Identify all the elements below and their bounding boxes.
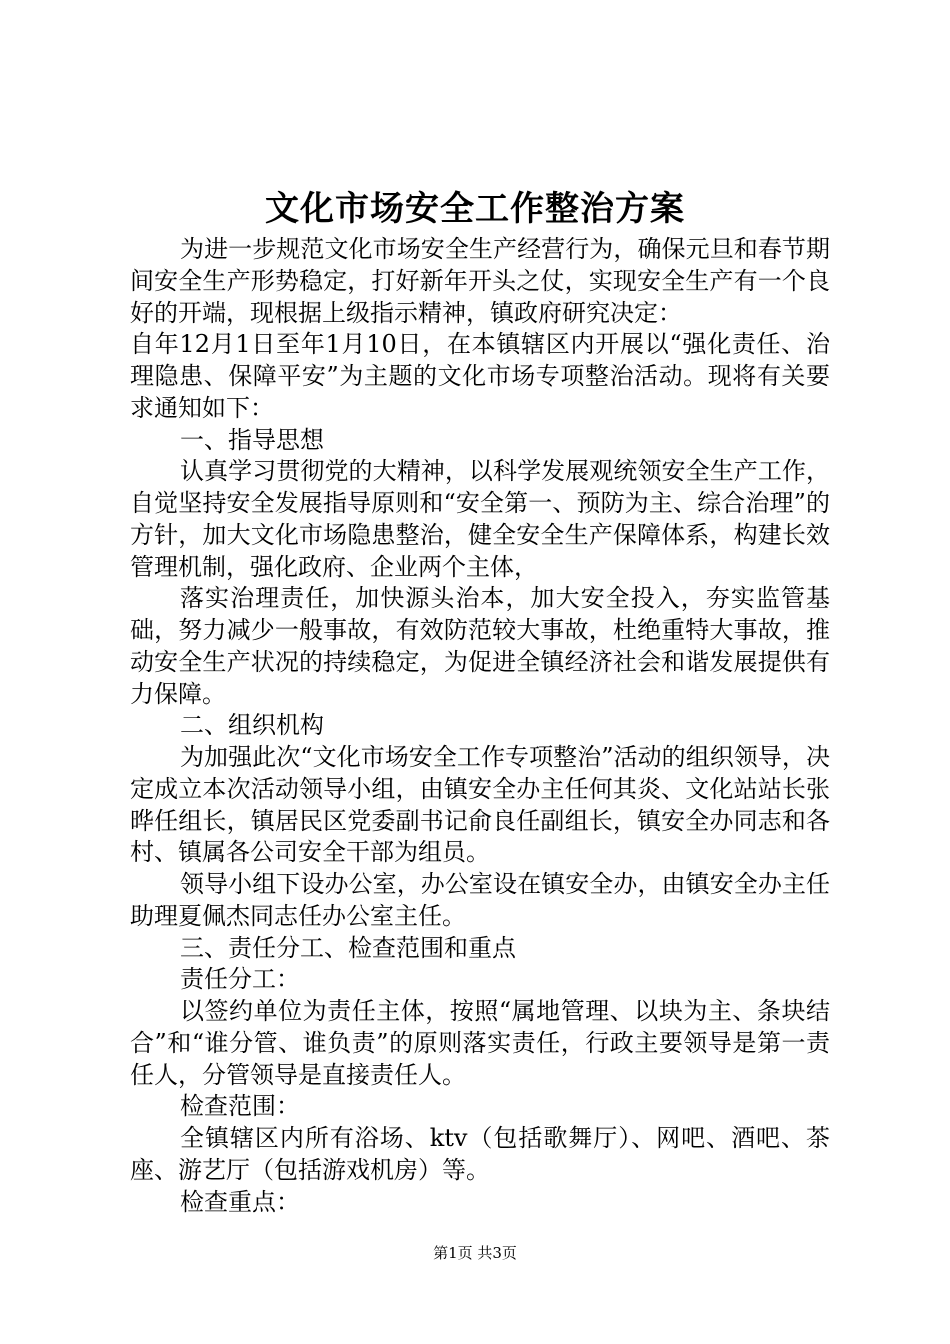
paragraph: 认真学习贯彻党的大精神，以科学发展观统领安全生产工作，自觉坚持安全发展指导原则和“安全第一、预防为主、综合治理”的方针，加大文化市场隐患整治，健全安全生产保障体系，构建长效管理机制，强化政府、企业两个主体， [130,457,830,581]
subheading: 检查重点： [180,1187,300,1216]
document-title: 文化市场安全工作整治方案 [265,189,685,229]
section-heading: 一、指导思想 [180,425,324,454]
document-body [130,234,830,1218]
subheading: 责任分工： [180,965,300,994]
paragraph: 以签约单位为责任主体，按照“属地管理、以块为主、条块结合”和“谁分管、谁负责”的原则落实责任，行政主要领导是第一责任人，分管领导是直接责任人。 [130,997,830,1089]
paragraph: 落实治理责任，加快源头治本，加大安全投入，夯实监管基础，努力减少一般事故，有效防范较大事故，杜绝重特大事故，推动安全生产状况的持续稳定，为促进全镇经济社会和谐发展提供有力保障。 [130,584,830,708]
subheading: 检查范围： [180,1092,300,1121]
paragraph: 为进一步规范文化市场安全生产经营行为，确保元旦和春节期间安全生产形势稳定，打好新年开头之仗，实现安全生产有一个良好的开端，现根据上级指示精神，镇政府研究决定： [130,235,830,327]
paragraph: 为加强此次“文化市场安全工作专项整治”活动的组织领导，决定成立本次活动领导小组，由镇安全办主任何其炎、文化站站长张晔任组长，镇居民区党委副书记俞良任副组长，镇安全办同志和各村、镇属各公司安全干部为组员。 [130,743,830,867]
page-footer: 第1页 共3页 [433,1244,517,1262]
paragraph: 全镇辖区内所有浴场、ktv（包括歌舞厅）、网吧、酒吧、茶座、游艺厅（包括游戏机房）等。 [130,1124,830,1184]
section-heading: 二、组织机构 [180,711,324,740]
paragraph: 自年12月1日至年1月10日，在本镇辖区内开展以“强化责任、治理隐患、保障平安”为主题的文化市场专项整治活动。现将有关要求通知如下： [130,330,830,422]
section-heading: 三、责任分工、检查范围和重点 [180,933,516,962]
paragraph: 领导小组下设办公室，办公室设在镇安全办，由镇安全办主任助理夏佩杰同志任办公室主任。 [130,870,830,930]
